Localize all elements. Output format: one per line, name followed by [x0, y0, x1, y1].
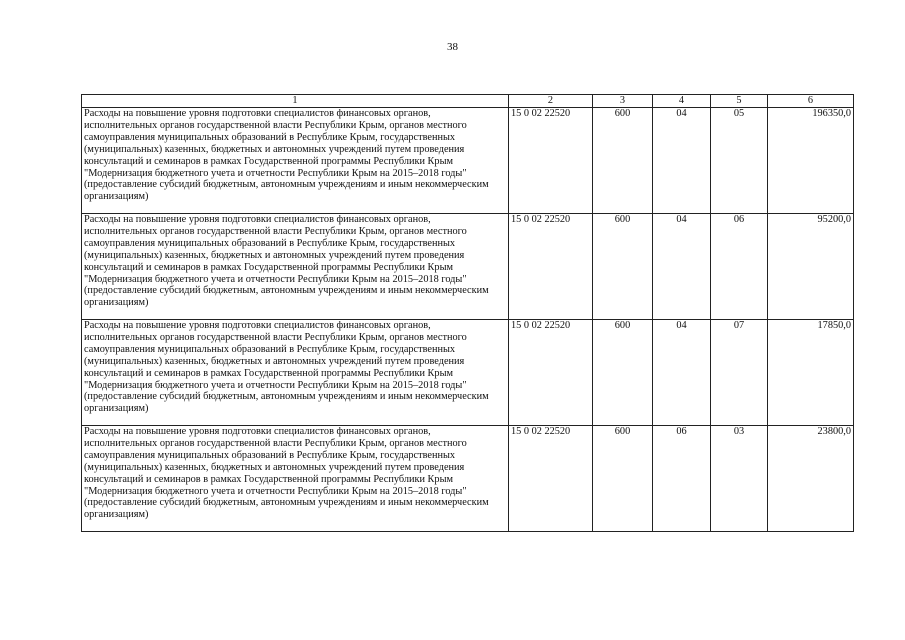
row-subsection: 07 — [711, 320, 768, 426]
row-section: 04 — [653, 108, 711, 214]
row-description: Расходы на повышение уровня подготовки специалистов финансовых органов, исполнительных органов государственной власти Республики Крым, органов местного самоуправления муниципальных образований в Республике Крым, государственных (муниципальных) казенных, бюджетных и автономных учреждений путем проведения консультаций и семинаров в рамках Государственной программы Республики Крым "Модернизация бюджетного учета и отчетности Республики Крым на 2015–2018 годы" (предоставление субсидий бюджетным, автономным учреждениям и иным некоммерческим организациям) — [82, 108, 509, 214]
row-amount: 17850,0 — [768, 320, 854, 426]
row-section: 04 — [653, 320, 711, 426]
column-header-1: 1 — [82, 95, 509, 108]
table-row — [82, 108, 854, 214]
column-header-4: 4 — [653, 95, 711, 108]
row-subsection: 03 — [711, 426, 768, 532]
row-expense-type: 600 — [593, 108, 653, 214]
column-header-3: 3 — [593, 95, 653, 108]
column-header-6: 6 — [768, 95, 854, 108]
page-number: 38 — [447, 41, 458, 53]
table-row — [82, 320, 854, 426]
row-amount: 95200,0 — [768, 214, 854, 320]
budget-table — [81, 94, 854, 532]
row-description: Расходы на повышение уровня подготовки специалистов финансовых органов, исполнительных органов государственной власти Республики Крым, органов местного самоуправления муниципальных образований в Республике Крым, государственных (муниципальных) казенных, бюджетных и автономных учреждений путем проведения консультаций и семинаров в рамках Государственной программы Республики Крым "Модернизация бюджетного учета и отчетности Республики Крым на 2015–2018 годы" (предоставление субсидий бюджетным, автономным учреждениям и иным некоммерческим организациям) — [82, 320, 509, 426]
row-target-code: 15 0 02 22520 — [509, 320, 593, 426]
row-amount: 196350,0 — [768, 108, 854, 214]
row-target-code: 15 0 02 22520 — [509, 108, 593, 214]
row-description: Расходы на повышение уровня подготовки специалистов финансовых органов, исполнительных органов государственной власти Республики Крым, органов местного самоуправления муниципальных образований в Республике Крым, государственных (муниципальных) казенных, бюджетных и автономных учреждений путем проведения консультаций и семинаров в рамках Государственной программы Республики Крым "Модернизация бюджетного учета и отчетности Республики Крым на 2015–2018 годы" (предоставление субсидий бюджетным, автономным учреждениям и иным некоммерческим организациям) — [82, 214, 509, 320]
row-subsection: 06 — [711, 214, 768, 320]
row-amount: 23800,0 — [768, 426, 854, 532]
row-target-code: 15 0 02 22520 — [509, 426, 593, 532]
row-subsection: 05 — [711, 108, 768, 214]
row-target-code: 15 0 02 22520 — [509, 214, 593, 320]
row-expense-type: 600 — [593, 320, 653, 426]
row-expense-type: 600 — [593, 214, 653, 320]
row-expense-type: 600 — [593, 426, 653, 532]
column-header-2: 2 — [509, 95, 593, 108]
table-header-row — [82, 95, 854, 108]
row-description: Расходы на повышение уровня подготовки специалистов финансовых органов, исполнительных органов государственной власти Республики Крым, органов местного самоуправления муниципальных образований в Республике Крым, государственных (муниципальных) казенных, бюджетных и автономных учреждений путем проведения консультаций и семинаров в рамках Государственной программы Республики Крым "Модернизация бюджетного учета и отчетности Республики Крым на 2015–2018 годы" (предоставление субсидий бюджетным, автономным учреждениям и иным некоммерческим организациям) — [82, 426, 509, 532]
table-row — [82, 214, 854, 320]
row-section: 06 — [653, 426, 711, 532]
column-header-5: 5 — [711, 95, 768, 108]
row-section: 04 — [653, 214, 711, 320]
table-row — [82, 426, 854, 532]
